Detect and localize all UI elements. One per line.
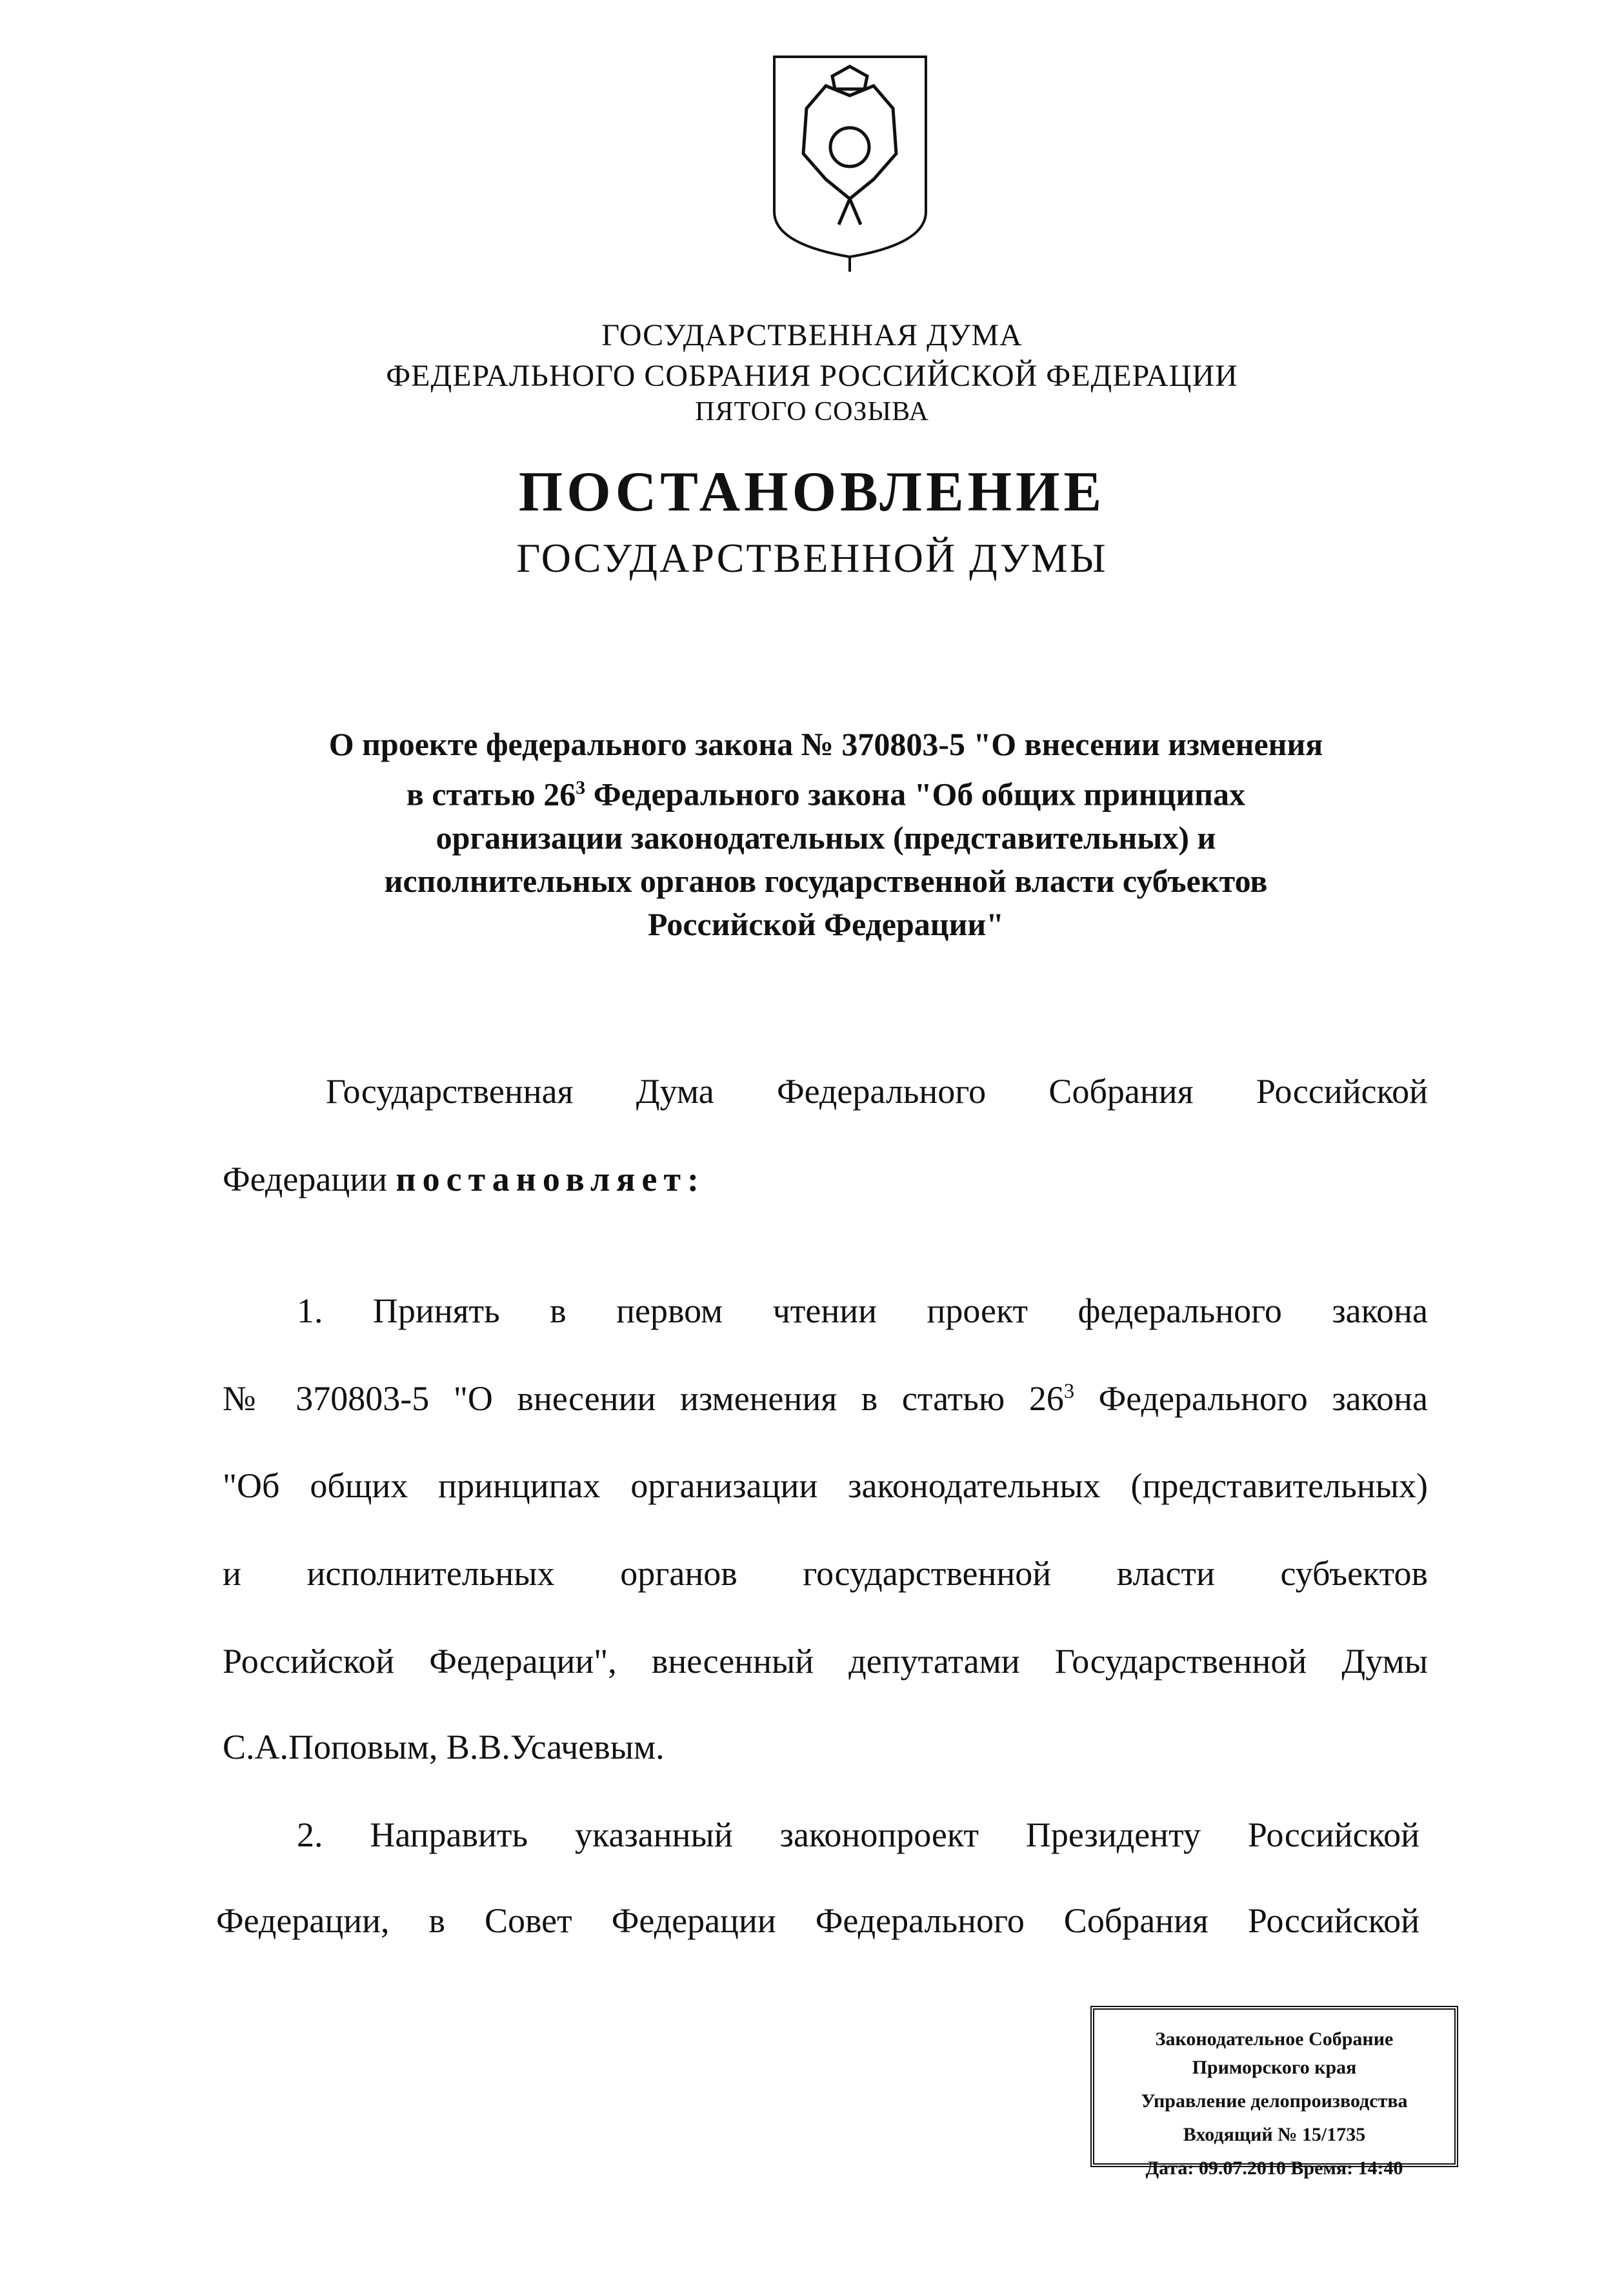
body-line: Федерации, в Совет Федерации Федерального Собрания Российской: [216, 1901, 1419, 1940]
resolves-word: постановляет:: [396, 1160, 706, 1198]
body-line: Федерации постановляет:: [223, 1160, 706, 1198]
header-line-2: ФЕДЕРАЛЬНОГО СОБРАНИЯ РОССИЙСКОЙ ФЕДЕРАЦИИ: [386, 359, 1238, 393]
subject-line: организации законодательных (представительных) и: [436, 819, 1216, 856]
document-title: ПОСТАНОВЛЕНИЕ: [518, 461, 1106, 523]
body-line: Российской Федерации", внесенный депутатами Государственной Думы: [223, 1642, 1428, 1681]
registration-stamp: [1090, 2006, 1458, 2179]
body-line: № 370803-5 "О внесении изменения в статью $26^3$ Федерального закона: [223, 1379, 1428, 1418]
header-line-3: ПЯТОГО СОЗЫВА: [695, 397, 929, 427]
body-line: 2. Направить указанный законопроект Президенту Российской: [297, 1815, 1419, 1854]
subject-line: в статью $26^3$ Федерального закона "Об общих принципах: [406, 776, 1246, 813]
body-line: Государственная Дума Федерального Собрания Российской: [326, 1072, 1428, 1111]
document-subject: [219, 723, 1432, 946]
body-line: "Об общих принципах организации законодательных (представительных): [223, 1466, 1428, 1505]
stamp-org: Законодательное Собрание: [1155, 2028, 1394, 2050]
stamp-region: Приморского края: [1192, 2057, 1357, 2078]
body-line: С.А.Поповым, В.В.Усачевым.: [223, 1728, 665, 1766]
coat-of-arms-emblem: [768, 50, 932, 273]
stamp-datetime: Дата: 09.07.2010 Время: 14:40: [1145, 2157, 1403, 2179]
body-line: 1. Принять в первом чтении проект федерального закона: [297, 1291, 1428, 1330]
stamp-incoming-number: Входящий № 15/1735: [1183, 2124, 1366, 2145]
subject-line: О проекте федерального закона № 370803-5 "О внесении изменения: [328, 726, 1323, 762]
body-line: и исполнительных органов государственной власти субъектов: [223, 1554, 1428, 1593]
stamp-department: Управление делопроизводства: [1141, 2090, 1408, 2112]
subject-line: Российской Федерации": [648, 905, 1004, 942]
header-line-1: ГОСУДАРСТВЕННАЯ ДУМА: [601, 318, 1023, 352]
document-subtitle: ГОСУДАРСТВЕННОЙ ДУМЫ: [516, 535, 1108, 581]
subject-line: исполнительных органов государственной власти субъектов: [384, 862, 1268, 899]
